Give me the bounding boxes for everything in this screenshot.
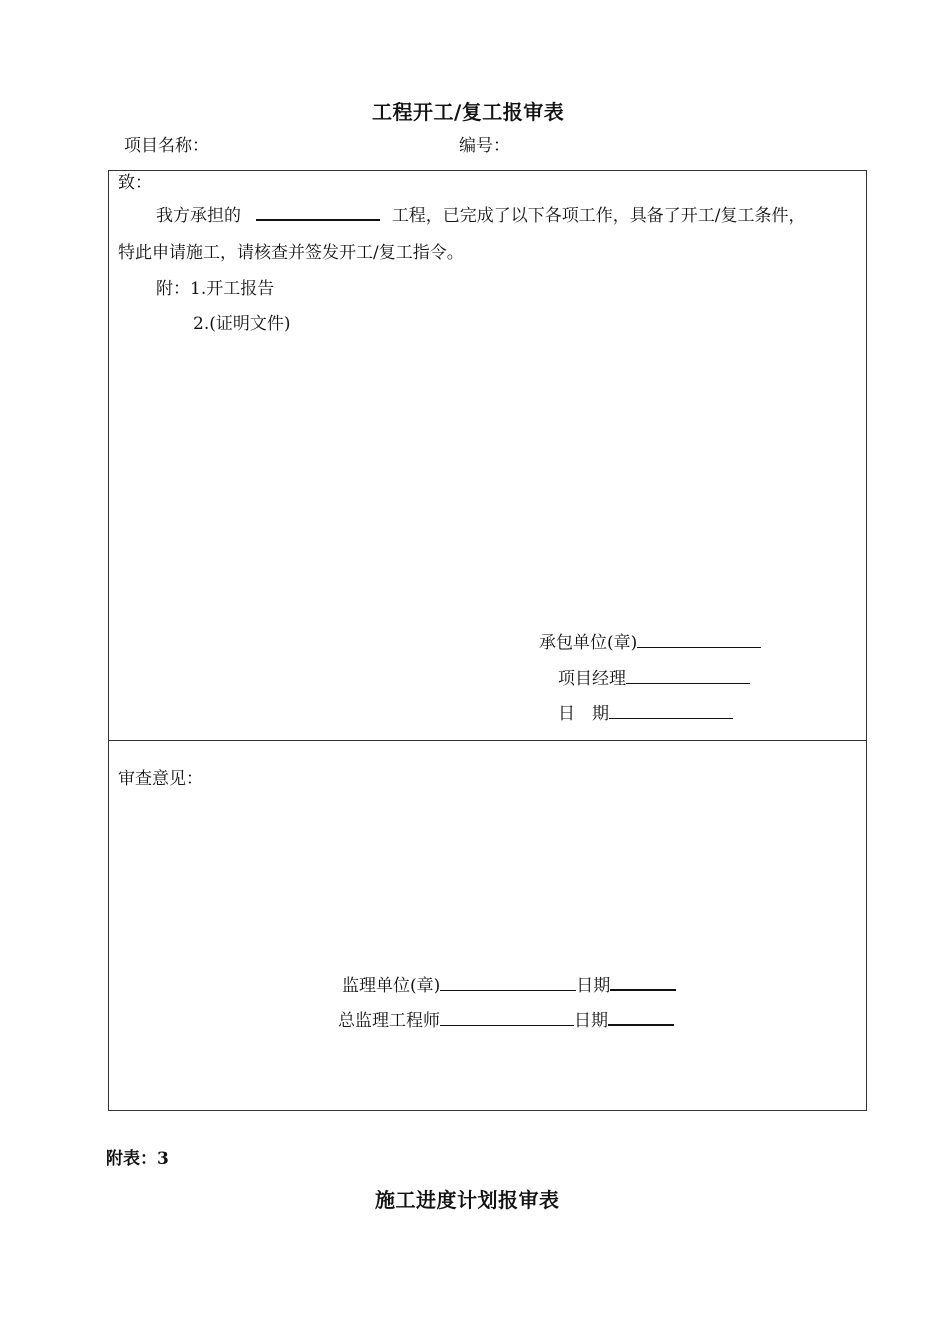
chief-date-label: 日期	[574, 1011, 608, 1031]
manager-signature-row	[558, 671, 750, 688]
date-blank	[609, 717, 733, 719]
appendix-title: 施工进度计划报审表	[375, 1188, 560, 1212]
review-section	[108, 740, 867, 1111]
appendix-label: 附表：3	[106, 1149, 169, 1169]
chief-signature-row	[338, 1013, 674, 1030]
contractor-label: 承包单位(章)	[539, 633, 638, 653]
project-blank	[256, 218, 380, 221]
application-body-line2: 特此申请施工，请核查并签发开工/复工指令。	[118, 243, 464, 263]
attachment-item-1: 附：1.开工报告	[156, 279, 275, 299]
chief-engineer-blank	[440, 1024, 574, 1026]
chief-engineer-label: 总监理工程师	[338, 1011, 440, 1031]
serial-number-label: 编号：	[459, 136, 510, 156]
supervisor-date-label: 日期	[576, 976, 611, 996]
application-body-line1	[156, 208, 806, 225]
contractor-blank	[637, 646, 761, 648]
supervisor-blank	[440, 989, 576, 991]
manager-label: 项目经理	[558, 669, 626, 689]
body-prefix: 我方承担的	[156, 206, 241, 226]
date-signature-row	[558, 706, 733, 723]
contractor-signature-row	[539, 635, 761, 652]
supervisor-date-blank	[610, 988, 676, 991]
project-name-label: 项目名称：	[124, 136, 209, 156]
addressee-label: 致：	[118, 173, 152, 193]
date-label: 日 期	[558, 704, 609, 724]
chief-date-blank	[608, 1023, 674, 1026]
attachment-item-2: 2.(证明文件)	[193, 314, 291, 334]
body-suffix: 工程，已完成了以下各项工作，具备了开工/复工条件，	[391, 206, 806, 226]
review-opinion-label: 审查意见：	[118, 769, 203, 789]
supervisor-label: 监理单位(章)	[342, 976, 441, 996]
form-title: 工程开工/复工报审表	[372, 100, 565, 124]
manager-blank	[626, 682, 750, 684]
supervisor-signature-row	[342, 978, 676, 995]
